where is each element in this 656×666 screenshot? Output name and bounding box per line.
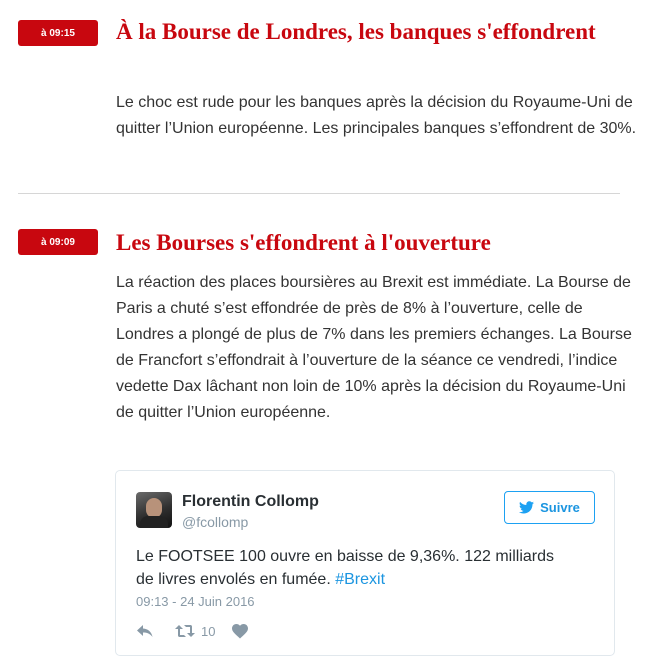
retweet-icon [175,623,195,639]
twitter-bird-icon [519,501,534,514]
entry-headline[interactable]: À la Bourse de Londres, les banques s'effondrent [116,19,596,44]
like-heart-icon [232,624,248,639]
retweet-count: 10 [201,623,216,639]
entry-body: Le choc est rude pour les banques après la décision du Royaume-Uni de quitter l’Union européenne. Les principales banques s’effondrent de 30%. [116,94,637,137]
tweet-actions [136,621,248,641]
reply-action[interactable] [136,623,175,639]
retweet-action[interactable] [175,623,232,639]
follow-label: Suivre [540,500,580,515]
like-action[interactable] [232,624,248,639]
time-badge: à 09:15 [18,20,98,46]
tweet-text [136,545,576,591]
entry-body: La réaction des places boursières au Brexit est immédiate. La Bourse de Paris a chuté s’est effondrée de près de 8% à l’ouverture, celle de Londres a plongé de plus de 7% dans les premiers échanges. La Bourse de Francfort s’effondrait à l’ouverture de la séance ce vendredi, l’indice vedette Dax lâchant non loin de 10% après la décision du Royaume-Uni de quitter l’Union européenne. [116,274,632,421]
entry-headline[interactable]: Les Bourses s'effondrent à l'ouverture [116,230,491,255]
reply-icon [136,623,154,639]
time-badge: à 09:09 [18,229,98,255]
tweet-date[interactable]: 09:13 - 24 Juin 2016 [136,594,255,609]
tweet-author-handle[interactable]: @fcollomp [182,514,249,530]
avatar[interactable] [136,492,172,528]
follow-button[interactable] [504,491,595,524]
tweet-text-body: Le FOOTSEE 100 ouvre en baisse de 9,36%. 122 milliards de livres envolés en fumée. [136,548,554,588]
entry-divider [18,193,620,194]
tweet-author-name[interactable]: Florentin Collomp [182,493,319,510]
embedded-tweet [115,470,615,656]
tweet-hashtag[interactable]: #Brexit [335,571,386,588]
